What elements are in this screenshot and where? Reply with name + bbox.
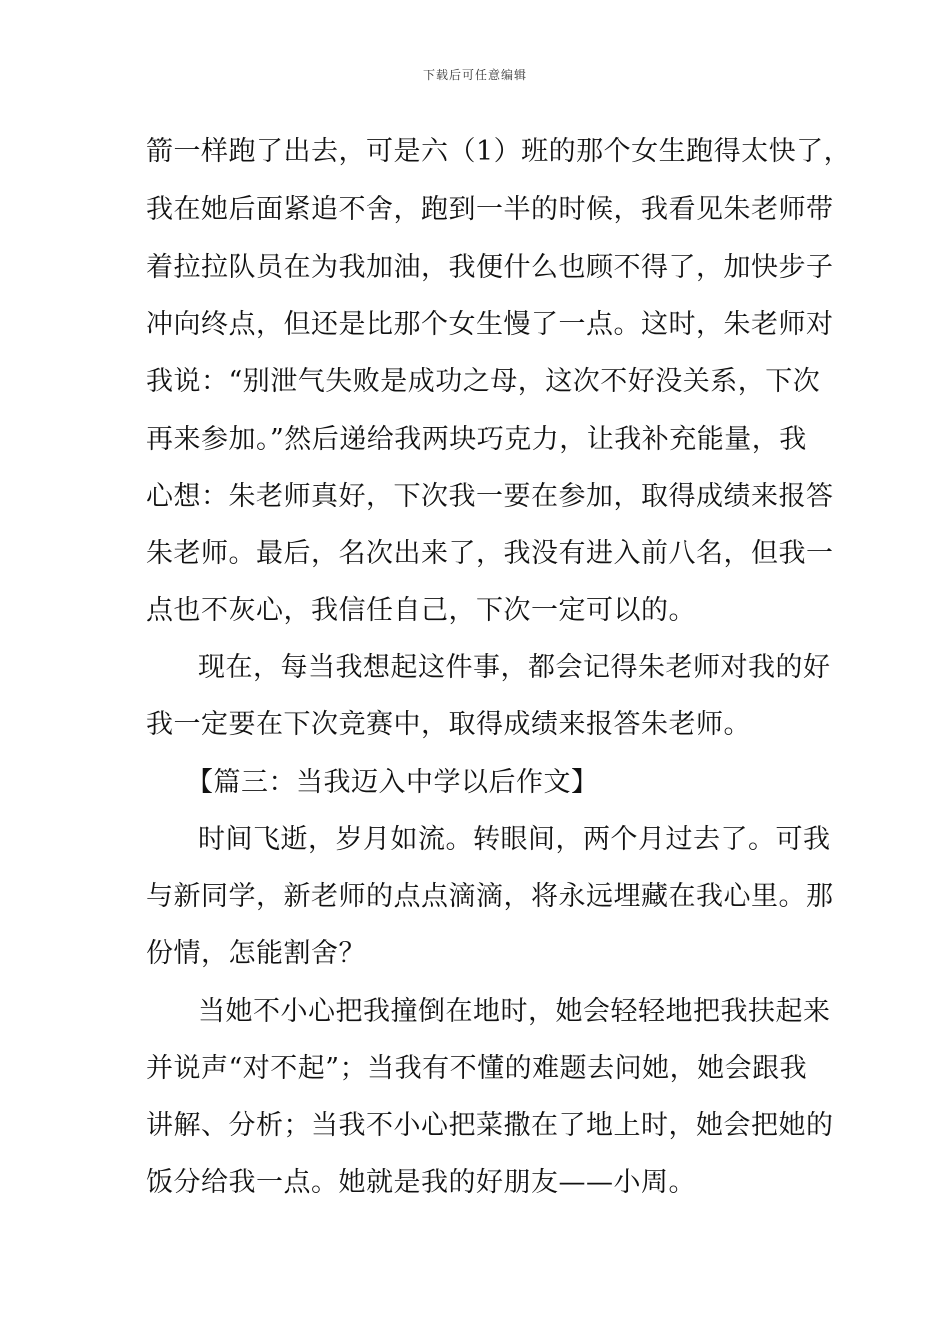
text-line: 我在她后面紧追不舍，跑到一半的时候，我看见朱老师带: [146, 194, 834, 225]
text-line: 朱老师。最后，名次出来了，我没有进入前八名，但我一: [146, 538, 834, 569]
text-line: 心想：朱老师真好，下次我一要在参加，取得成绩来报答: [146, 481, 834, 512]
text-line: 我说：“别泄气失败是成功之母，这次不好没关系，下次: [146, 366, 821, 397]
text-line: 份情，怎能割舍？: [146, 938, 366, 969]
paragraph-first-line: 时间飞逝，岁月如流。转眼间，两个月过去了。可我: [198, 824, 831, 855]
paragraph-first-line: 现在，每当我想起这件事，都会记得朱老师对我的好: [198, 652, 831, 683]
text-line: 再来参加。”然后递给我两块巧克力，让我补充能量，我: [146, 424, 807, 455]
text-line: 与新同学，新老师的点点滴滴，将永远埋藏在我心里。那: [146, 881, 834, 912]
text-line: 箭一样跑了出去，可是六（1）班的那个女生跑得太快了，: [146, 136, 852, 167]
text-line: 点也不灰心，我信任自己，下次一定可以的。: [146, 595, 696, 626]
text-line: 饭分给我一点。她就是我的好朋友——小周。: [146, 1167, 696, 1198]
section-heading: 【篇三：当我迈入中学以后作文】: [186, 767, 599, 798]
text-line: 并说声“对不起”；当我有不懂的难题去问她，她会跟我: [146, 1053, 808, 1084]
paragraph-first-line: 当她不小心把我撞倒在地时，她会轻轻地把我扶起来: [198, 996, 831, 1027]
text-line: 讲解、分析；当我不小心把菜撒在了地上时，她会把她的: [146, 1110, 834, 1141]
text-line: 我一定要在下次竞赛中，取得成绩来报答朱老师。: [146, 709, 751, 740]
page-header: 下载后可任意编辑: [422, 68, 527, 82]
text-line: 着拉拉队员在为我加油，我便什么也顾不得了，加快步子: [146, 252, 834, 283]
text-line: 冲向终点，但还是比那个女生慢了一点。这时，朱老师对: [146, 309, 834, 340]
